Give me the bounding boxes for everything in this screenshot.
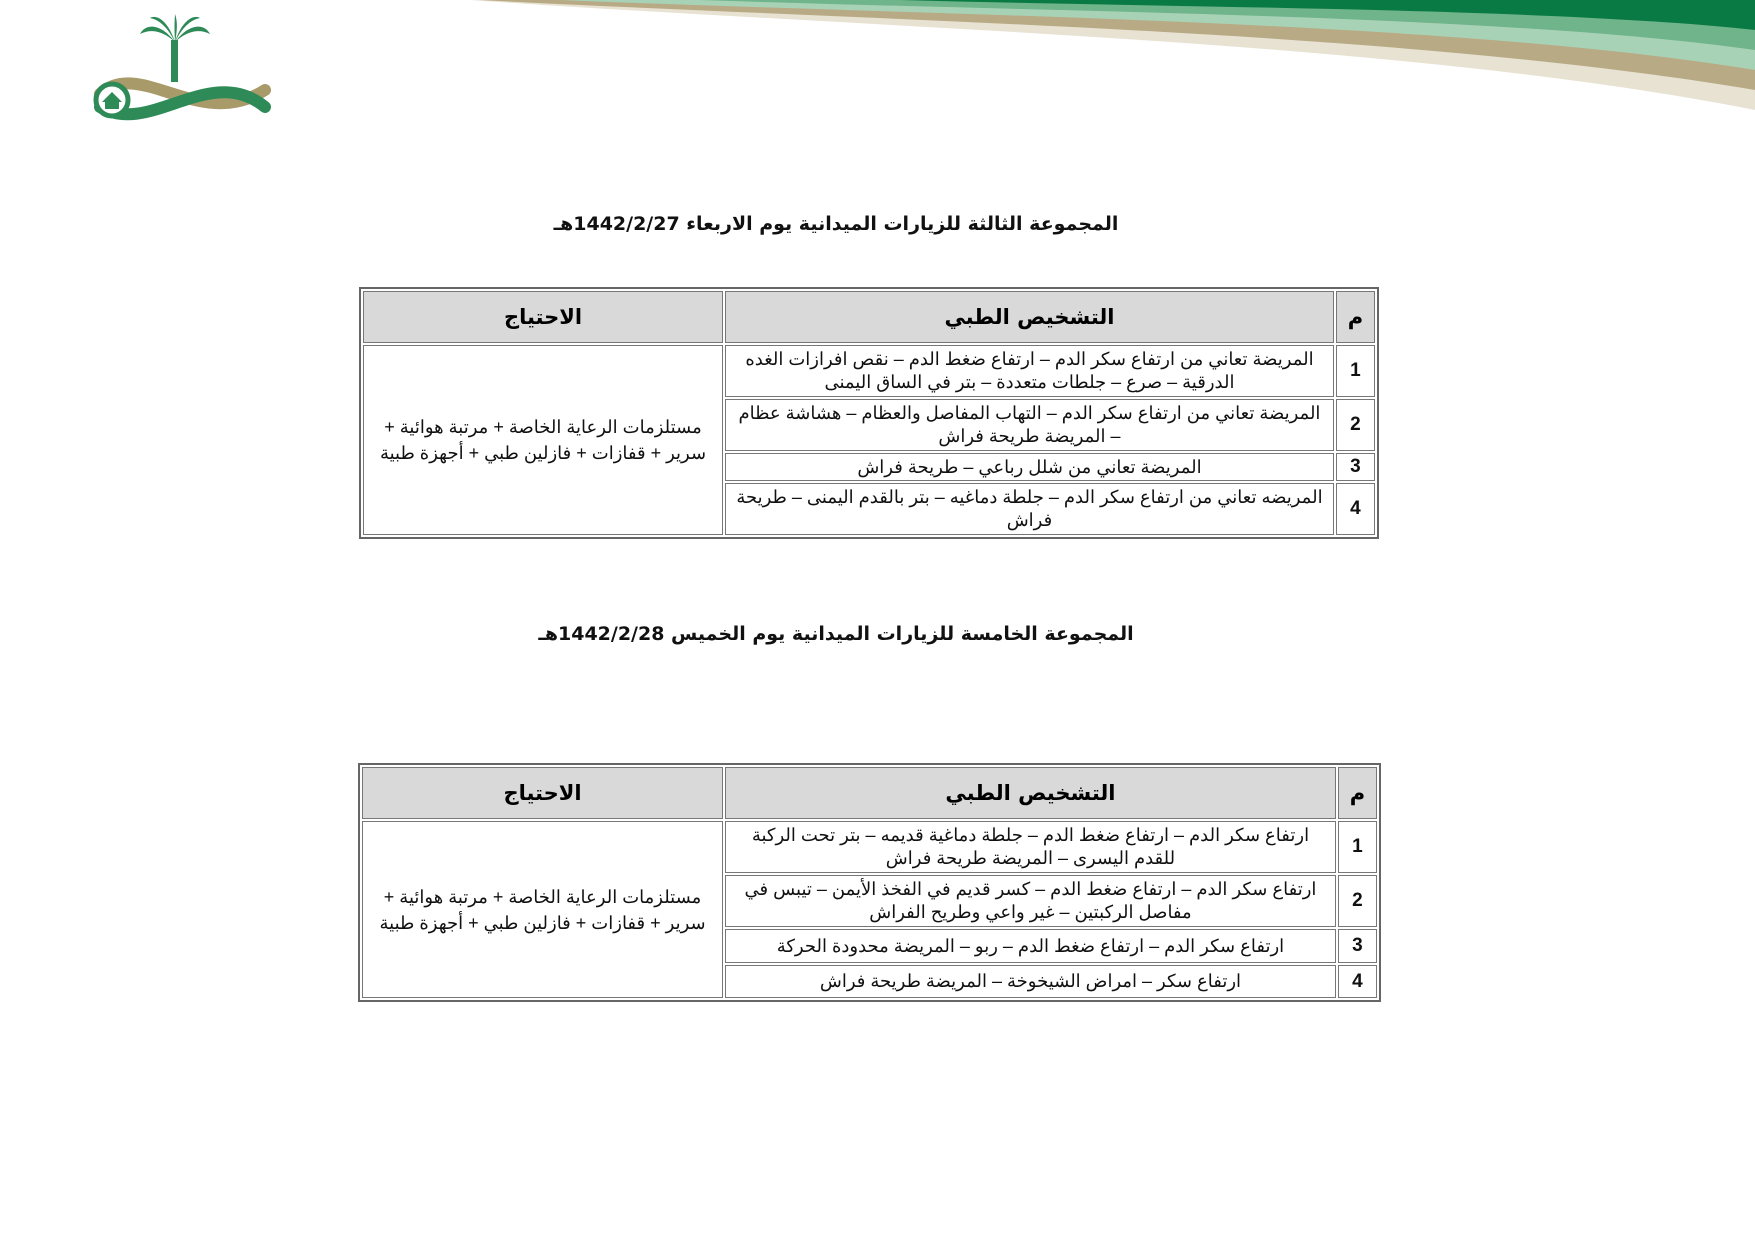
header-need: الاحتياج — [362, 767, 723, 819]
palm-tree-icon — [140, 14, 210, 82]
header-num: م — [1338, 767, 1377, 819]
row-diagnosis: المريضه تعاني من ارتفاع سكر الدم – جلطة دماغيه – بتر بالقدم اليمنى – طريحة فراش — [725, 483, 1334, 535]
section-title: المجموعة الخامسة للزيارات الميدانية يوم الخميس 1442/2/28هـ — [538, 623, 1134, 645]
row-number: 3 — [1338, 929, 1377, 963]
row-diagnosis: ارتفاع سكر الدم – ارتفاع ضغط الدم – ربو – المريضة محدودة الحركة — [725, 929, 1336, 963]
row-number: 2 — [1338, 875, 1377, 927]
section-title: المجموعة الثالثة للزيارات الميدانية يوم الاربعاء 1442/2/27هـ — [553, 213, 1119, 235]
row-diagnosis: ارتفاع سكر الدم – ارتفاع ضغط الدم – جلطة دماغية قديمه – بتر تحت الركبة للقدم اليسرى – المريضة طريحة فراش — [725, 821, 1336, 873]
house-icon — [96, 84, 128, 116]
row-diagnosis: المريضة تعاني من شلل رباعي – طريحة فراش — [725, 453, 1334, 481]
row-number: 4 — [1338, 965, 1377, 998]
row-diagnosis: المريضة تعاني من ارتفاع سكر الدم – التهاب المفاصل والعظام – هشاشة عظام – المريضة طريحة فراش — [725, 399, 1334, 451]
row-number: 2 — [1336, 399, 1375, 451]
header-diagnosis: التشخيص الطبي — [725, 291, 1334, 343]
visits-table — [359, 287, 1379, 539]
table-row — [363, 345, 1375, 397]
visits-table — [358, 763, 1381, 1002]
need-cell: مستلزمات الرعاية الخاصة + مرتبة هوائية + سرير + قفازات + فازلين طبي + أجهزة طبية — [363, 345, 723, 535]
header-num: م — [1336, 291, 1375, 343]
row-number: 3 — [1336, 453, 1375, 481]
row-number: 1 — [1338, 821, 1377, 873]
row-number: 4 — [1336, 483, 1375, 535]
logo — [80, 12, 280, 130]
header-diagnosis: التشخيص الطبي — [725, 767, 1336, 819]
table-row — [362, 821, 1377, 873]
row-diagnosis: ارتفاع سكر – امراض الشيخوخة – المريضة طريحة فراش — [725, 965, 1336, 998]
row-number: 1 — [1336, 345, 1375, 397]
header-need: الاحتياج — [363, 291, 723, 343]
row-diagnosis: المريضة تعاني من ارتفاع سكر الدم – ارتفاع ضغط الدم – نقص افرازات الغده الدرقية – صرع – جلطات متعددة – بتر في الساق اليمنى — [725, 345, 1334, 397]
need-cell: مستلزمات الرعاية الخاصة + مرتبة هوائية + سرير + قفازات + فازلين طبي + أجهزة طبية — [362, 821, 723, 998]
row-diagnosis: ارتفاع سكر الدم – ارتفاع ضغط الدم – كسر قديم في الفخذ الأيمن – تيبس في مفاصل الركبتين – غير واعي وطريح الفراش — [725, 875, 1336, 927]
